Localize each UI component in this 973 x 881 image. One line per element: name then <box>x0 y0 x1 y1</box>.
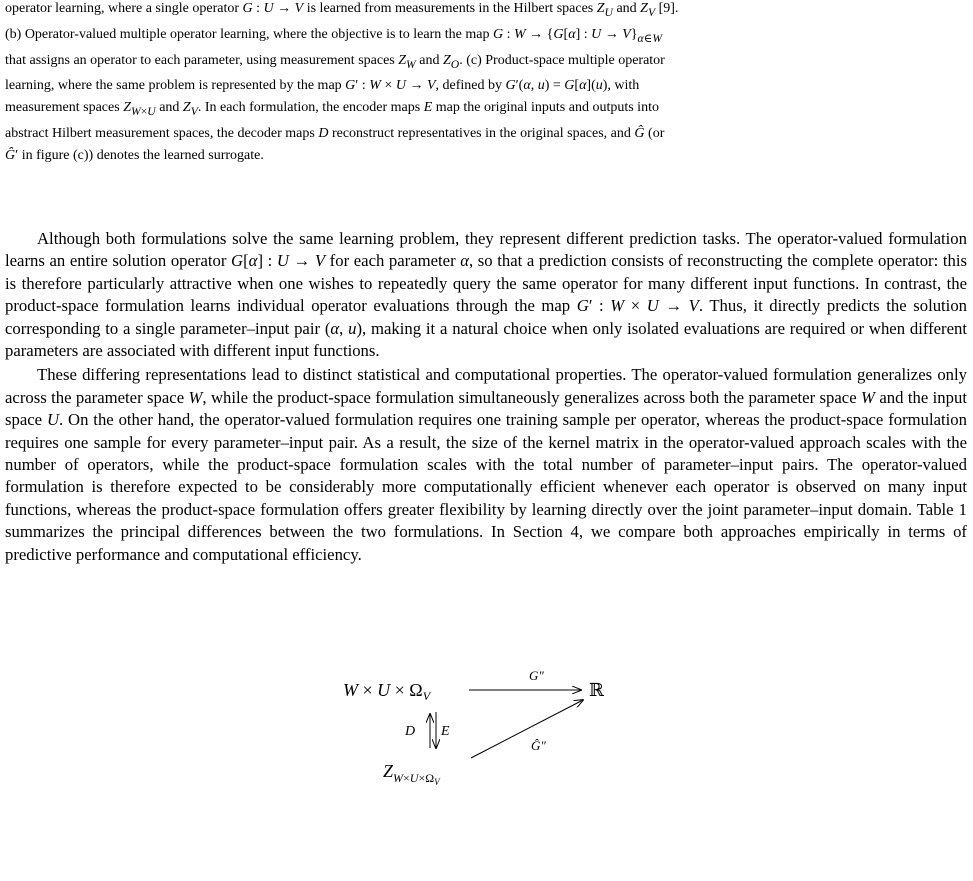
caption-line-3: that assigns an operator to each parameter, using measurement spaces $Z_W$ and $Z_O$. (c) Product-space multiple operator <box>5 52 665 71</box>
encoder-label: E <box>441 724 450 739</box>
target-space-label: ℝ <box>589 680 604 700</box>
caption-line-7: Ĝ′ in figure (c)) denotes the learned surrogate. <box>5 148 264 164</box>
diagram-svg <box>335 668 635 876</box>
caption-line-2: (b) Operator-valued multiple operator learning, where the objective is to learn the map G : W → {G[α] : $U \to V\}_{\alpha\in W}$ <box>5 26 663 45</box>
paragraph-2: These differing representations lead to distinct statistical and computational properties. The operator-valued formulation generalizes only across the parameter space W, while the product-space formulation simultaneously generalizes across both the parameter space W and the input space U. On the other hand, the operator-valued formulation requires one training sample per operator, whereas the product-space formulation requires one sample for every parameter–input pair. As a result, the size of the kernel matrix in the operator-valued approach scales with the number of operators, while the product-space formulation scales with the total number of parameter–input pairs. The operator-valued formulation is therefore expected to be considerably more computationally efficient whenever each operator is observed on many input functions, whereas the product-space formulation offers greater flexibility by learning directly over the joint parameter–input domain. Table 1 summarizes the principal differences between the two formulations. In Section 4, we compare both approaches empirically in terms of predictive performance and computational efficiency. <box>5 365 967 564</box>
figure-caption <box>5 0 967 167</box>
body-text <box>5 228 967 566</box>
top-arrow-label: G″ <box>529 668 544 683</box>
caption-line-4: learning, where the same problem is represented by the map G′ : W × U → V, defined by G′(α, u) = G[α](u), with <box>5 78 640 94</box>
caption-line-5: measurement spaces $Z_{W\times U}$ and $Z_V$. In each formulation, the encoder maps E map the original inputs and outputs into <box>5 100 659 119</box>
surrogate-arrow-label: Ĝ″ <box>531 738 546 753</box>
commutative-diagram <box>335 668 635 876</box>
caption-line-1: operator learning, where a single operator G : U → V is learned from measurements in the Hilbert spaces $Z_U$ and $Z_V$ [9]. <box>5 1 679 19</box>
surrogate-arrow <box>471 700 583 758</box>
decoder-label: D <box>405 724 416 739</box>
caption-line-6: abstract Hilbert measurement spaces, the decoder maps D reconstruct representatives in the original spaces, and Ĝ (or <box>5 126 665 142</box>
paragraph-1: Although both formulations solve the same learning problem, they represent different prediction tasks. The operator-valued formulation learns an entire solution operator G[α] : U → V for each parameter α, so that a prediction consists of reconstructing the complete operator: this is therefore particularly attractive when one wishes to repeatedly query the same operator for many different input functions. In contrast, the product-space formulation learns individual operator evaluations through the map G′ : W × U → V. Thus, it directly predicts the solution corresponding to a single parameter–input pair (α, u), making it a natural choice when only isolated evaluations are required or when different parameters are associated with different input functions. <box>5 229 968 361</box>
measurement-space-label: $Z_W\times U\times\Omega V$ <box>383 761 440 787</box>
source-space-label: $W \times U \times \Omega_V$ <box>343 680 431 703</box>
